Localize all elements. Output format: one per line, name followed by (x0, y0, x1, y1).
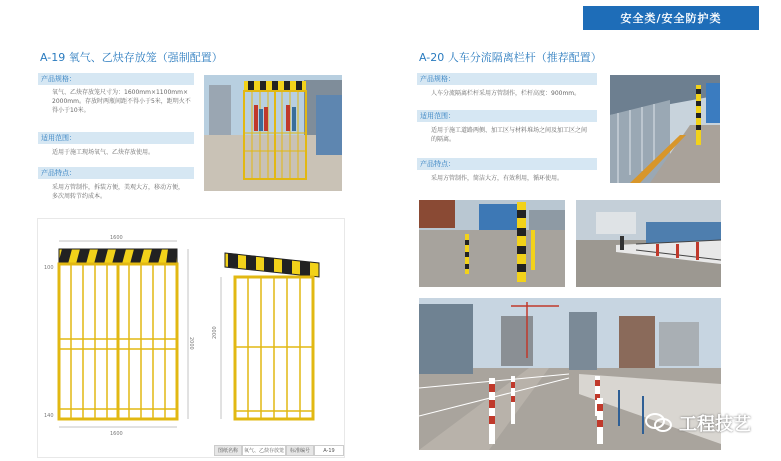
right-feature-text: 采用方管制作，简洁大方，有效利用，循环使用。 (431, 175, 564, 182)
right-scope-text (431, 126, 606, 144)
left-spec-line-3: 得小于10米。 (52, 107, 90, 114)
left-feature-text (52, 183, 202, 201)
left-spec-text (52, 88, 202, 115)
gas-cage-photo (204, 75, 342, 191)
dim-top-width: 1600 (110, 235, 123, 241)
footer-name-label: 图纸名称 (214, 445, 242, 456)
road-bollard-photo (419, 200, 565, 287)
left-scope-text: 适用于施工现场氧气、乙炔存放使用。 (52, 149, 155, 156)
footer-name-value: 氧气、乙炔存放笼 (242, 445, 286, 456)
dim-front-height: 2000 (188, 337, 194, 350)
walkway-photo (610, 75, 720, 183)
left-section-title: A-19 氧气、乙炔存放笼（强制配置） (40, 51, 223, 64)
footer-code-value: A-19 (314, 445, 344, 456)
left-spec-label: 产品规格： (38, 73, 194, 85)
right-feature-label: 产品特点： (417, 158, 597, 170)
right-scope-label: 适用范围： (417, 110, 597, 122)
right-scope-line-1: 适用于施工道路两侧、加工区与材料堆场之间及加工区之间 (431, 127, 588, 134)
chat-bubble-icon (645, 412, 673, 434)
left-feature-line-2: 多次周转节约成本。 (52, 193, 107, 200)
footer-code-label: 标准编号 (286, 445, 314, 456)
left-feature-line-1: 采用方管制作，拆装方便，美观大方，移动方便， (52, 184, 185, 191)
left-spec-line-1: 氧气、乙炔存放笼尺寸为：1600mm×1100mm× (52, 89, 188, 96)
left-spec-line-2: 2000mm。存放时两瓶间距不得小于5米，距明火不 (52, 98, 191, 105)
watermark (645, 410, 751, 436)
dim-top-band: 100 (44, 265, 54, 271)
dim-bottom-width: 1600 (110, 431, 123, 437)
drawing-footer (214, 445, 344, 456)
technical-drawing (37, 218, 345, 458)
left-scope-label: 适用范围： (38, 132, 194, 144)
category-banner: 安全类/安全防护类 (583, 6, 759, 30)
right-spec-label: 产品规格： (417, 73, 597, 85)
dim-bottom-band: 140 (44, 413, 54, 419)
right-section-title: A-20 人车分流隔离栏杆（推荐配置） (419, 51, 602, 64)
watermark-text: 工程技艺 (679, 414, 751, 435)
left-feature-label: 产品特点： (38, 167, 194, 179)
dim-side-height: 2000 (212, 326, 218, 339)
right-scope-line-2: 的隔离。 (431, 136, 456, 143)
road-fence-photo (576, 200, 721, 287)
right-spec-text: 人车分流隔离栏杆采用方管制作，栏杆高度：900mm。 (431, 90, 581, 97)
